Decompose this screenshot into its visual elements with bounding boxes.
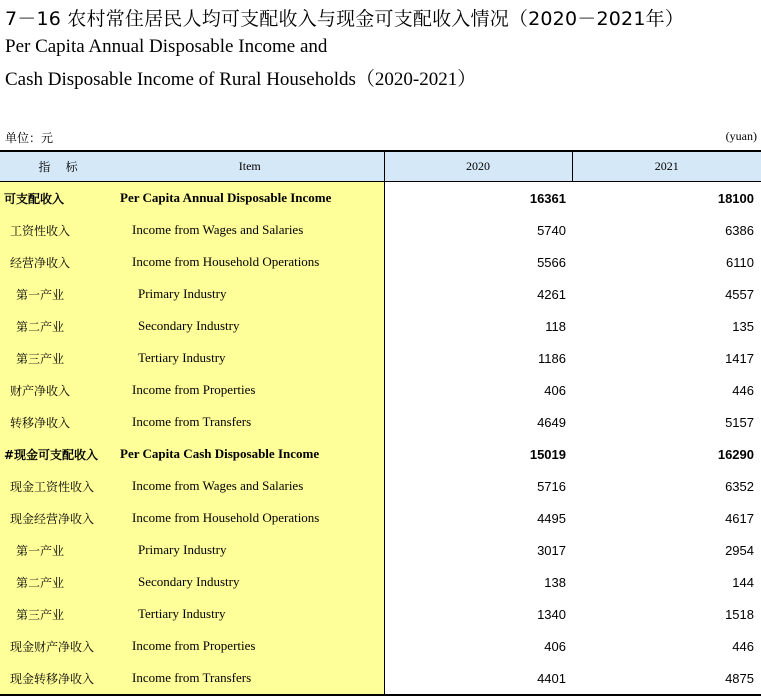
value-2020: 5566 <box>537 254 566 270</box>
value-2020: 3017 <box>537 542 566 558</box>
table-row <box>0 310 761 342</box>
value-2020: 4495 <box>537 510 566 526</box>
value-2020: 5740 <box>537 222 566 238</box>
row-label-en: Primary Industry <box>116 534 384 566</box>
table-row <box>0 598 761 630</box>
value-2021: 1518 <box>725 606 754 622</box>
row-label-zh: #现金可支配收入 <box>0 438 116 470</box>
row-label-zh: 第二产业 <box>0 310 116 342</box>
value-2020: 1186 <box>538 350 566 366</box>
table-row <box>0 278 761 310</box>
row-label-zh: 第二产业 <box>0 566 116 598</box>
row-label-en: Income from Wages and Salaries <box>116 470 384 502</box>
value-2020: 5716 <box>537 478 566 494</box>
row-label-en: Tertiary Industry <box>116 598 384 630</box>
row-label-zh: 现金工资性收入 <box>0 470 116 502</box>
value-2020: 138 <box>544 574 566 590</box>
row-label-en: Income from Properties <box>116 630 384 662</box>
table-row <box>0 534 761 566</box>
row-label-zh: 工资性收入 <box>0 214 116 246</box>
value-2020: 15019 <box>529 446 566 462</box>
row-label-en: Income from Household Operations <box>116 246 384 278</box>
row-label-en: Income from Transfers <box>116 406 384 438</box>
row-label-en: Income from Transfers <box>116 662 384 695</box>
table-row <box>0 438 761 470</box>
row-label-en: Secondary Industry <box>116 566 384 598</box>
table-row <box>0 470 761 502</box>
row-label-en: Primary Industry <box>116 278 384 310</box>
header-year-2020: 2020 <box>384 151 572 182</box>
value-2021: 18100 <box>717 190 754 206</box>
value-2021: 446 <box>732 382 754 398</box>
table-row <box>0 342 761 374</box>
table-row <box>0 630 761 662</box>
row-label-zh: 现金转移净收入 <box>0 662 116 695</box>
header-item-en: Item <box>116 151 384 182</box>
value-2020: 406 <box>544 638 566 654</box>
value-2021: 6352 <box>725 478 754 494</box>
value-2020: 118 <box>545 318 566 334</box>
table-row <box>0 374 761 406</box>
table-row <box>0 214 761 246</box>
value-2020: 4401 <box>384 662 572 695</box>
value-2020: 16361 <box>529 190 566 206</box>
header-indicator-zh: 指 标 <box>0 151 116 182</box>
row-label-zh: 第三产业 <box>0 598 116 630</box>
value-2021: 144 <box>732 574 754 590</box>
row-label-zh: 第一产业 <box>0 278 116 310</box>
table-row <box>0 662 761 695</box>
row-label-en: Secondary Industry <box>116 310 384 342</box>
table-row <box>0 182 761 215</box>
row-label-zh: 现金经营净收入 <box>0 502 116 534</box>
value-2021: 4617 <box>725 510 754 526</box>
table-row <box>0 406 761 438</box>
row-label-en: Per Capita Cash Disposable Income <box>116 438 384 470</box>
row-label-zh: 可支配收入 <box>0 182 116 215</box>
row-label-en: Income from Household Operations <box>116 502 384 534</box>
value-2021: 4875 <box>572 662 761 695</box>
table-title-chinese: 7－16 农村常住居民人均可支配收入与现金可支配收入情况（2020－2021年） <box>5 8 685 30</box>
value-2020: 406 <box>544 382 566 398</box>
table-row <box>0 246 761 278</box>
value-2021: 16290 <box>717 446 754 462</box>
unit-label-chinese: 单位：元 <box>5 131 54 145</box>
row-label-zh: 经营净收入 <box>0 246 116 278</box>
value-2020: 4261 <box>537 286 566 302</box>
row-label-en: Tertiary Industry <box>116 342 384 374</box>
row-label-en: Per Capita Annual Disposable Income <box>116 182 384 215</box>
value-2021: 2954 <box>725 542 754 558</box>
table-header-row <box>0 151 761 182</box>
row-label-zh: 第三产业 <box>0 342 116 374</box>
table-row <box>0 502 761 534</box>
header-year-2021: 2021 <box>572 151 761 182</box>
value-2021: 4557 <box>725 286 754 302</box>
table-title-english-line2: Cash Disposable Income of Rural Households（2020-2021） <box>5 69 477 90</box>
table-row <box>0 566 761 598</box>
row-label-zh: 第一产业 <box>0 534 116 566</box>
value-2021: 446 <box>732 638 754 654</box>
row-label-en: Income from Properties <box>116 374 384 406</box>
unit-label-english: (yuan) <box>725 129 757 143</box>
table-title-english-line1: Per Capita Annual Disposable Income and <box>5 36 328 57</box>
value-2021: 5157 <box>725 414 754 430</box>
income-table <box>0 150 761 696</box>
row-label-zh: 财产净收入 <box>0 374 116 406</box>
row-label-en: Income from Wages and Salaries <box>116 214 384 246</box>
row-label-zh: 现金财产净收入 <box>0 630 116 662</box>
value-2020: 1340 <box>537 606 566 622</box>
value-2021: 6110 <box>726 254 754 270</box>
value-2021: 6386 <box>725 222 754 238</box>
row-label-zh: 转移净收入 <box>0 406 116 438</box>
value-2021: 135 <box>732 318 754 334</box>
value-2020: 4649 <box>537 414 566 430</box>
value-2021: 1417 <box>725 350 754 366</box>
